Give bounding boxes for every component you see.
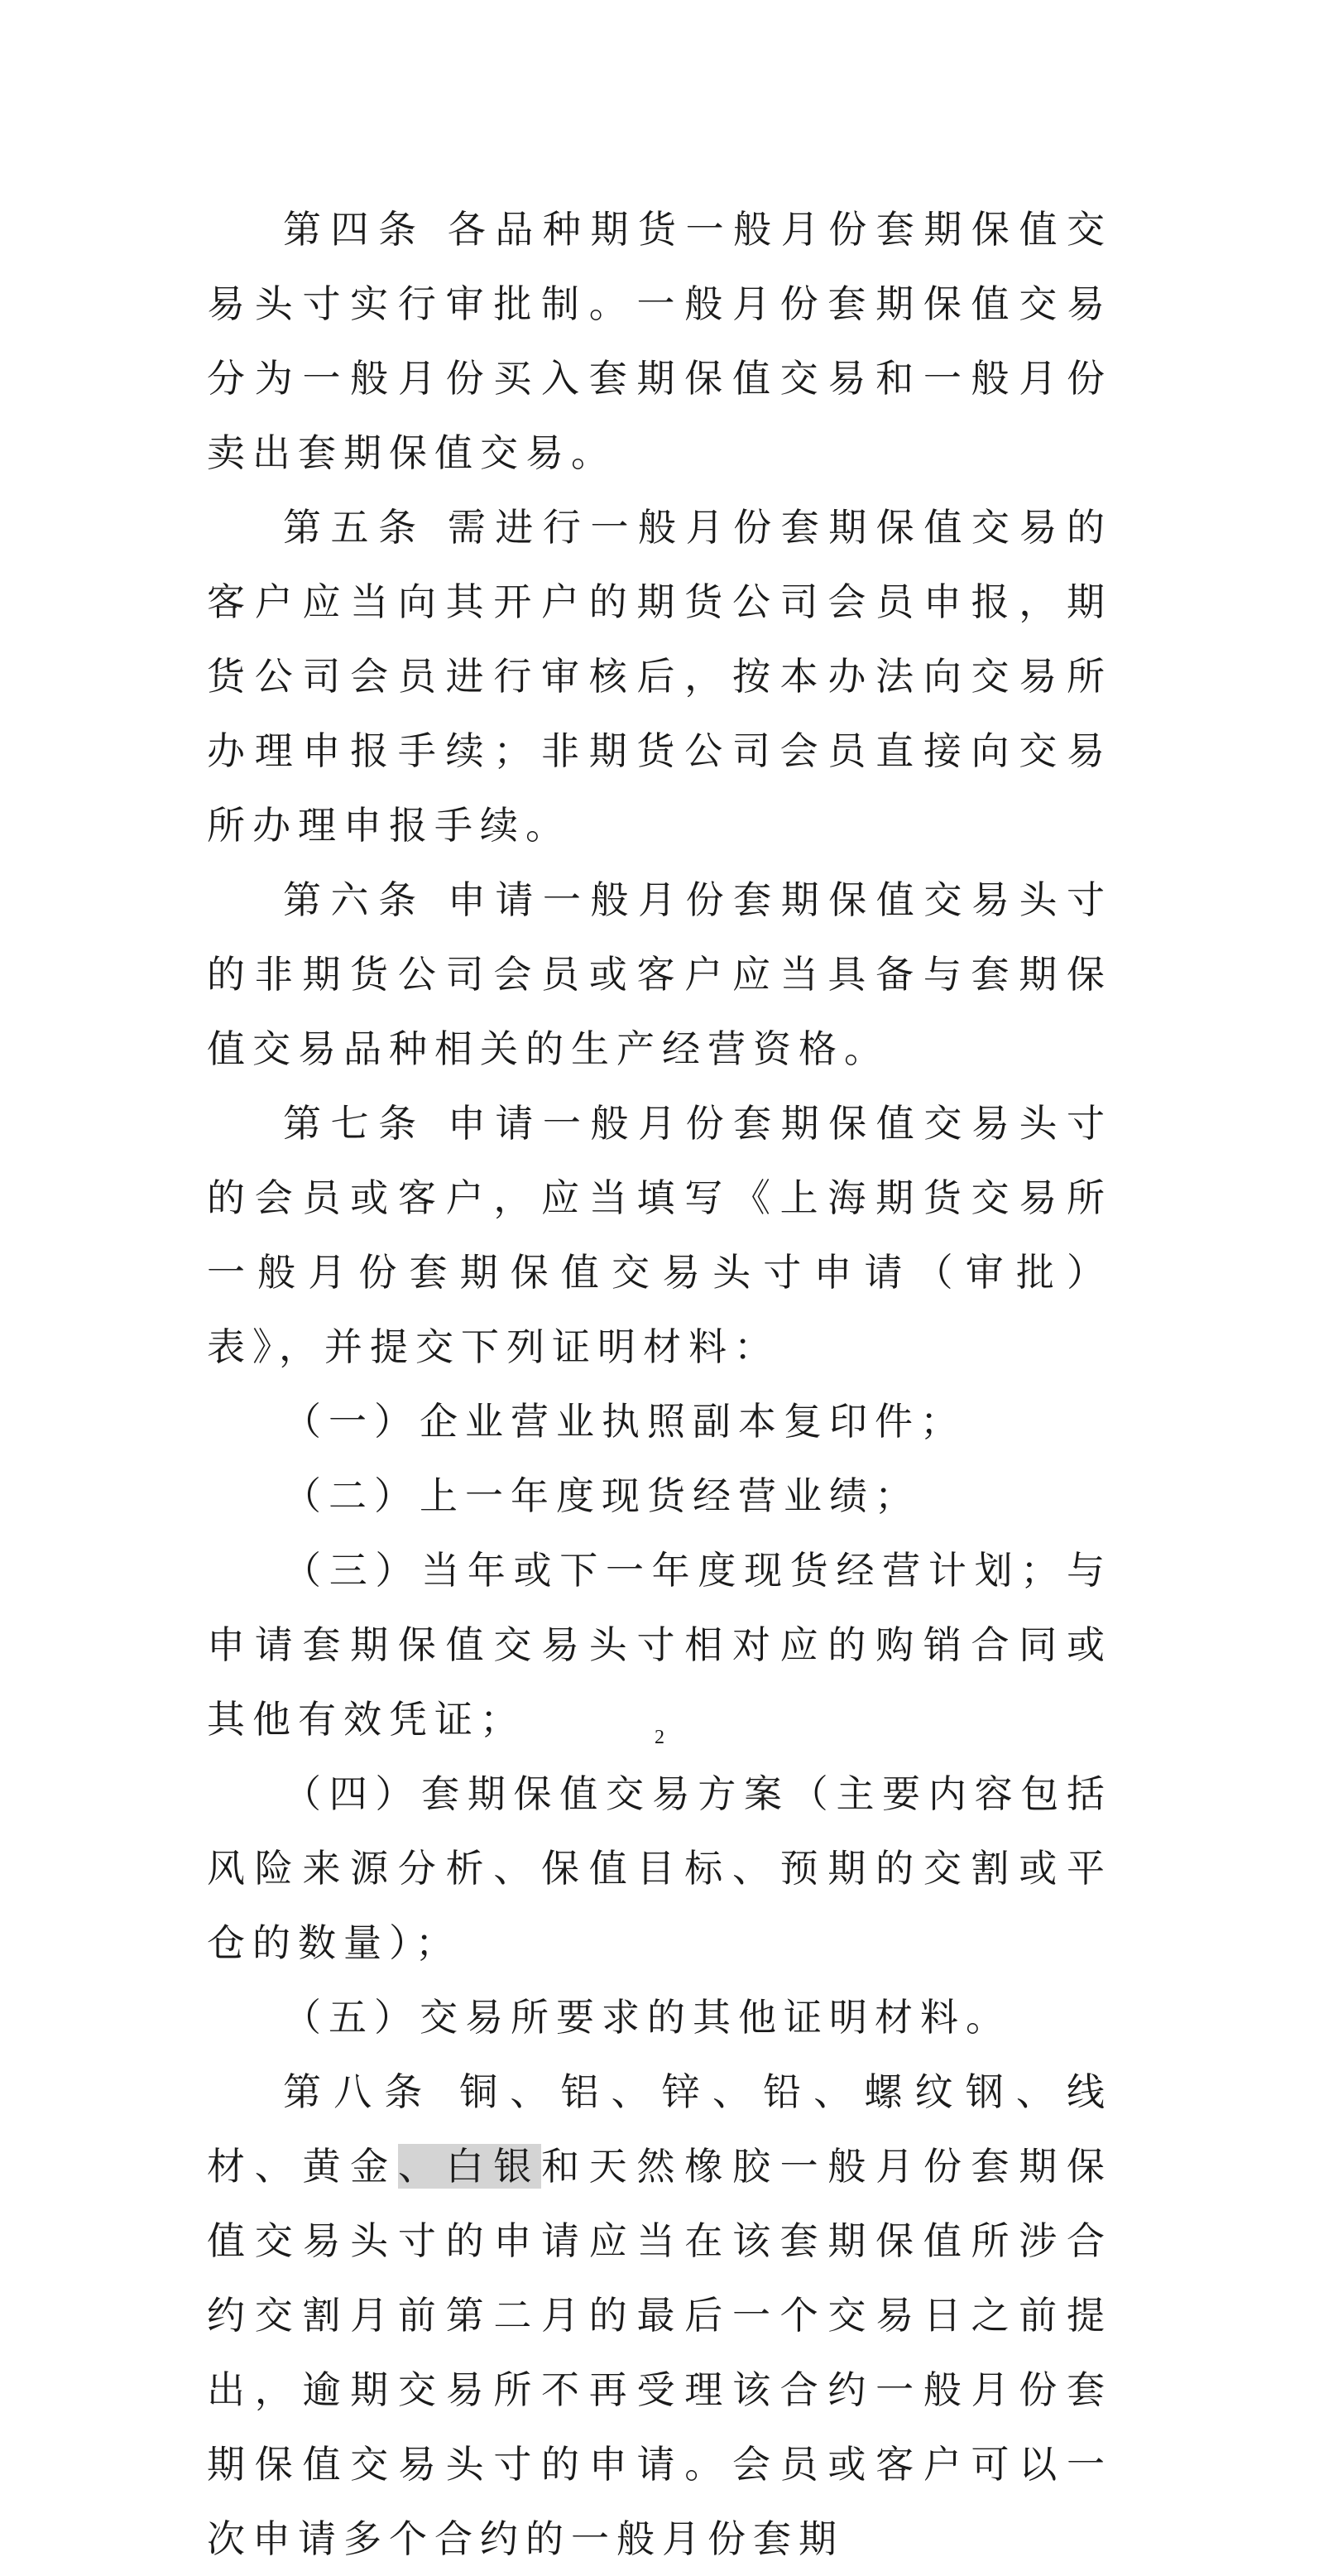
page-number: 2 (655, 1727, 664, 1748)
article-5-paragraph: 第五条 需进行一般月份套期保值交易的客户应当向其开户的期货公司会员申报，期货公司会员进行审核后，按本办法向交易所办理申报手续；非期货公司会员直接向交易所办理申报手续。 (207, 505, 1112, 848)
list-item-2: （二）上一年度现货经营业绩； (283, 1473, 920, 1518)
list-item-5: （五）交易所要求的其他证明材料。 (283, 1995, 1011, 2040)
list-item-1: （一）企业营业执照副本复印件； (283, 1399, 966, 1444)
highlighted-text: 、白银 (397, 2144, 542, 2189)
list-item-4: （四）套期保值交易方案（主要内容包括风险来源分析、保值目标、预期的交割或平仓的数量）； (207, 1771, 1112, 1965)
article-8-text-rest: 和天然橡胶一般月份套期保值交易头寸的申请应当在该套期保值所涉合约交割月前第二月的最后一个交易日之前提出，逾期交易所不再受理该合约一般月份套期保值交易头寸的申请。会员或客户可以一次申请多个合约的一般月份套期 (207, 2144, 1113, 2561)
article-4-paragraph: 第四条 各品种期货一般月份套期保值交易头寸实行审批制。一般月份套期保值交易分为一般月份买入套期保值交易和一般月份卖出套期保值交易。 (207, 207, 1112, 475)
article-7-paragraph: 第七条 申请一般月份套期保值交易头寸的会员或客户，应当填写《上海期货交易所一般月份套期保值交易头寸申请（审批）表》，并提交下列证明材料： (207, 1101, 1112, 1369)
article-8-paragraph (207, 2055, 1112, 2576)
document-body (207, 192, 1112, 2576)
list-item-3: （三）当年或下一年度现货经营计划；与申请套期保值交易头寸相对应的购销合同或其他有效凭证； (207, 1548, 1112, 1742)
article-6-paragraph: 第六条 申请一般月份套期保值交易头寸的非期货公司会员或客户应当具备与套期保值交易品种相关的生产经营资格。 (207, 877, 1112, 1071)
article-8-text-start: 第八条 铜、铝、锌、铅、螺纹钢、线材、黄金 (207, 2069, 1112, 2189)
